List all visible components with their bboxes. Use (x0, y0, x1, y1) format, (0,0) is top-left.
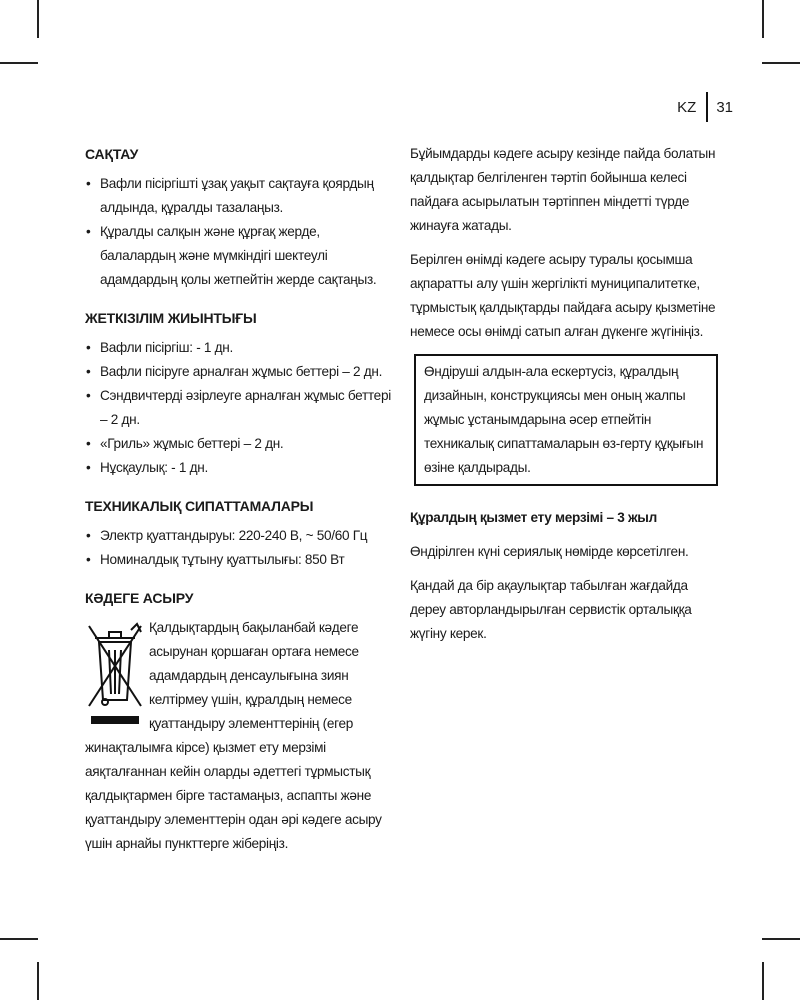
kit-section (85, 306, 393, 480)
paragraph: Бұйымдарды кәдеге асыру кезінде пайда болатын қалдықтар белгіленген тәртіп бойынша келесі пайдаға асырылатын тәртіппен міндетті түрде жинауға жатады. (410, 146, 716, 233)
crop-mark (762, 62, 800, 64)
crop-mark (762, 962, 764, 1000)
kit-list (85, 336, 393, 480)
crop-mark (0, 62, 38, 64)
manufacturer-notice-box (414, 354, 718, 486)
list-item: • Номиналдық тұтыну қуаттылығы: 850 Вт (85, 548, 393, 572)
crossed-out-bin-icon (85, 620, 145, 730)
list-item: • Сэндвичтерді әзірлеуге арналған жұмыс беттері – 2 дн. (85, 384, 393, 432)
specs-list (85, 524, 393, 572)
kit-title: ЖЕТКІЗІЛІМ ЖИЫНТЫҒЫ (85, 310, 257, 326)
list-item: • Құралды салқын және құрғақ жерде, балалардың және мүмкіндігі шектеулі адамдардың қолы жетпейтін жерде сақтаңыз. (85, 220, 393, 292)
language-code: KZ (677, 98, 697, 116)
paragraph: Қандай да бір ақаулықтар табылған жағдайда дереу авторландырылған сервистік орталыққа жүгіну керек. (410, 578, 692, 641)
crop-mark (0, 938, 38, 940)
recycling-title: КӘДЕГЕ АСЫРУ (85, 590, 194, 606)
service-life-title: Құралдың қызмет ету мерзімі – 3 жыл (410, 510, 657, 525)
crop-mark (37, 0, 39, 38)
paragraph: Берілген өнімді кәдеге асыру туралы қосымша ақпаратты алу үшін жергілікті муниципалитетке, тұрмыстық қалдықтарды пайдаға асыру қызметіне немесе осы өнімді сатып алған дүкенге жүгініңіз. (410, 252, 716, 339)
storage-list (85, 172, 393, 292)
list-item: • Электр қуаттандыруы: 220-240 В, ~ 50/60 Гц (85, 524, 393, 548)
notice-text: Өндіруші алдын-ала ескертусіз, құралдың дизайнын, конструкциясы мен оның жалпы жұмыс ұстанымдарына әсер етпейтін техникалық сипаттамаларын өз-герту құқығын өзіне қалдырады. (424, 364, 704, 475)
paragraph: Өндірілген күні сериялық нөмірде көрсетілген. (410, 544, 689, 559)
list-item: • Вафли пісіргішті ұзақ уақыт сақтауға қоярдың алдында, құралды тазалаңыз. (85, 172, 393, 220)
list-item: • Вафли пісіргіш: - 1 дн. (85, 336, 393, 360)
list-item: • Вафли пісіруге арналған жұмыс беттері – 2 дн. (85, 360, 393, 384)
recycling-text: Қалдықтардың бақыланбай кәдеге асырунан қоршаған ортаға немесе адамдардың денсаулығына зиян келтірмеу үшін, құралдың немесе қуаттандыру элементтерінің (егер жинақталымға кірсе) қызмет ету мерзімі аяқталғаннан кейін оларды әдеттегі тұрмыстық қалдықтармен бірге тастамаңыз, аспапты және қуаттандыру элементтерін одан әрі кәдеге асыру үшін арнайы пункттерге жіберіңіз. (85, 620, 382, 851)
right-column (410, 142, 720, 656)
page-number: 31 (716, 98, 733, 116)
list-item: • «Гриль» жұмыс беттері – 2 дн. (85, 432, 393, 456)
storage-title: САҚТАУ (85, 146, 139, 162)
storage-section (85, 142, 393, 292)
page-header (677, 92, 733, 122)
header-divider (706, 92, 708, 122)
specs-title: ТЕХНИКАЛЫҚ СИПАТТАМАЛАРЫ (85, 498, 314, 514)
list-item: • Нұсқаулық: - 1 дн. (85, 456, 393, 480)
crop-mark (37, 962, 39, 1000)
left-column (85, 142, 393, 870)
recycling-section (85, 586, 393, 856)
crop-mark (762, 0, 764, 38)
specs-section (85, 494, 393, 572)
crop-mark (762, 938, 800, 940)
